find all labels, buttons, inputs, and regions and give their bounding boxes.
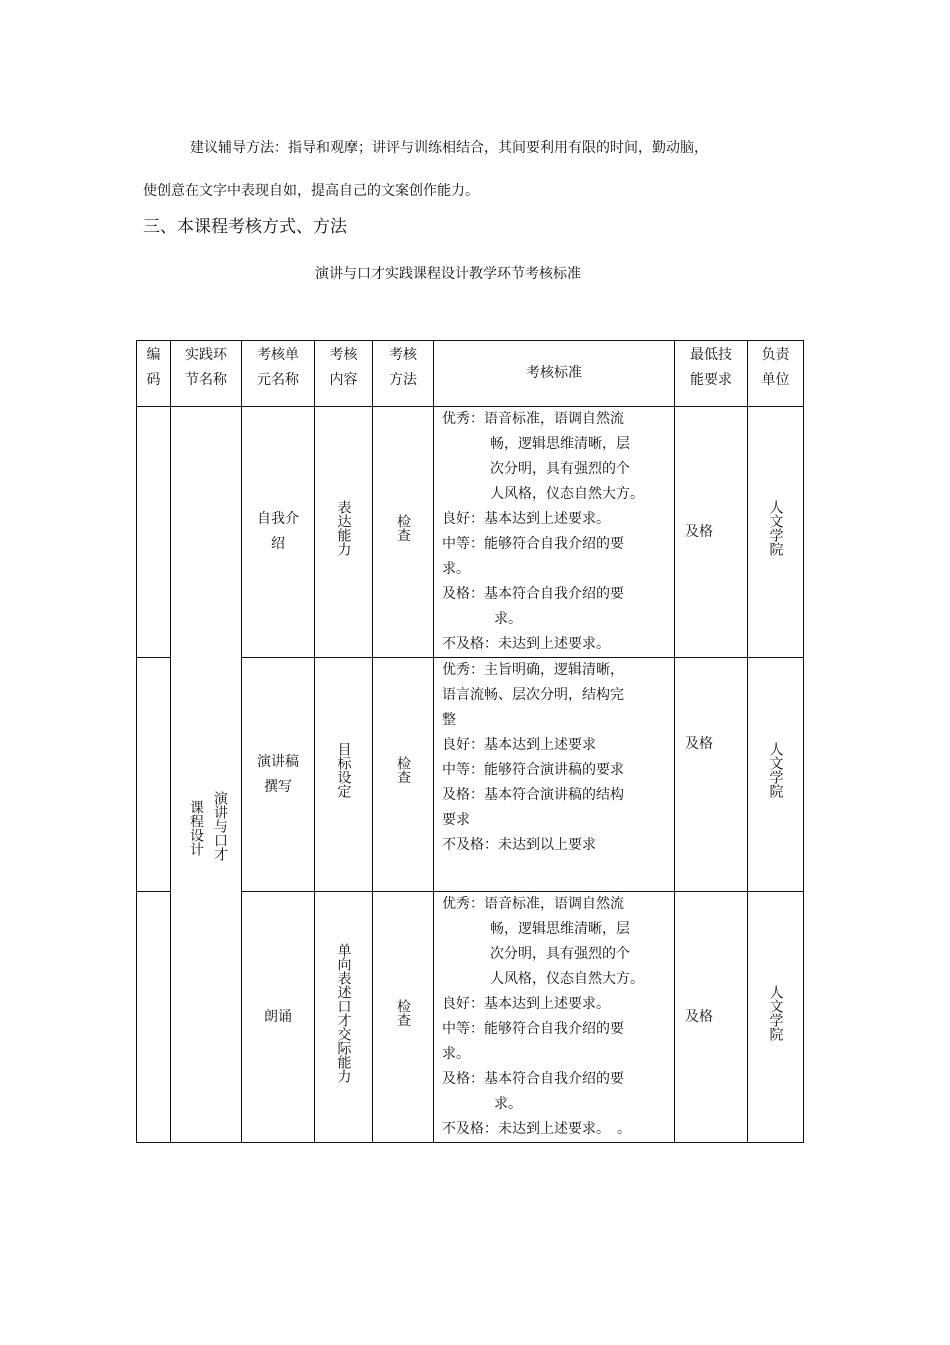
table-row	[137, 407, 804, 658]
cell-unit: 朗诵	[242, 892, 315, 1143]
paragraph-advice-cont: 使创意在文字中表现自如，提高自己的文案创作能力。	[143, 183, 479, 199]
header-id: 编 码	[137, 341, 171, 407]
header-minreq: 最低技 能要求	[675, 341, 748, 407]
cell-content: 表达能力	[315, 407, 373, 658]
cell-content: 目标设定	[315, 658, 373, 892]
header-method: 考核 方法	[373, 341, 434, 407]
cell-id	[137, 892, 171, 1143]
cell-standard: 优秀：语音标准，语调自然流 畅，逻辑思维清晰，层 次分明，具有强烈的个 人风格，仪态自然大方。 良好：基本达到上述要求。 中等：能够符合自我介绍的要 求。 及格：基本符合自我介绍的要 求。 不及格：未达到上述要求。	[434, 407, 675, 658]
course-label-2: 演讲与口才	[212, 791, 228, 861]
header-content: 考核 内容	[315, 341, 373, 407]
cell-dept: 人文学院	[748, 658, 804, 892]
header-stage: 实践环 节名称	[171, 341, 242, 407]
cell-unit: 自我介 绍	[242, 407, 315, 658]
table-header-row	[137, 341, 804, 407]
header-dept: 负责 单位	[748, 341, 804, 407]
cell-minreq: 及格	[675, 407, 748, 658]
course-label-1: 课程设计	[188, 800, 204, 856]
cell-minreq: 及格	[675, 892, 748, 1143]
cell-dept: 人文学院	[748, 407, 804, 658]
cell-id	[137, 407, 171, 658]
cell-id	[137, 658, 171, 892]
header-unit: 考核单 元名称	[242, 341, 315, 407]
paragraph-advice: 建议辅导方法：指导和观摩；讲评与训练相结合，其间要利用有限的时间，勤动脑，	[190, 140, 708, 156]
cell-minreq: 及格	[675, 658, 748, 892]
cell-standard: 优秀：主旨明确，逻辑清晰， 语言流畅、层次分明，结构完 整 良好：基本达到上述要求 中等：能够符合演讲稿的要求 及格：基本符合演讲稿的结构 要求 不及格：未达到以上要求	[434, 658, 675, 892]
assessment-table	[136, 340, 804, 1143]
cell-unit: 演讲稿 撰写	[242, 658, 315, 892]
cell-course	[171, 407, 242, 1143]
cell-method: 检查	[373, 892, 434, 1143]
cell-method: 检查	[373, 407, 434, 658]
section-heading: 三、本课程考核方式、方法	[143, 217, 347, 237]
cell-method: 检查	[373, 658, 434, 892]
table-caption: 演讲与口才实践课程设计教学环节考核标准	[315, 266, 581, 282]
cell-dept: 人文学院	[748, 892, 804, 1143]
header-standard: 考核标准	[434, 341, 675, 407]
cell-standard: 优秀：语音标准，语调自然流 畅，逻辑思维清晰，层 次分明，具有强烈的个 人风格，仪态自然大方。 良好：基本达到上述要求。 中等：能够符合自我介绍的要 求。 及格：基本符合自我介绍的要 求。 不及格：未达到上述要求。 。	[434, 892, 675, 1143]
cell-content: 单向表述口才交际能力	[315, 892, 373, 1143]
